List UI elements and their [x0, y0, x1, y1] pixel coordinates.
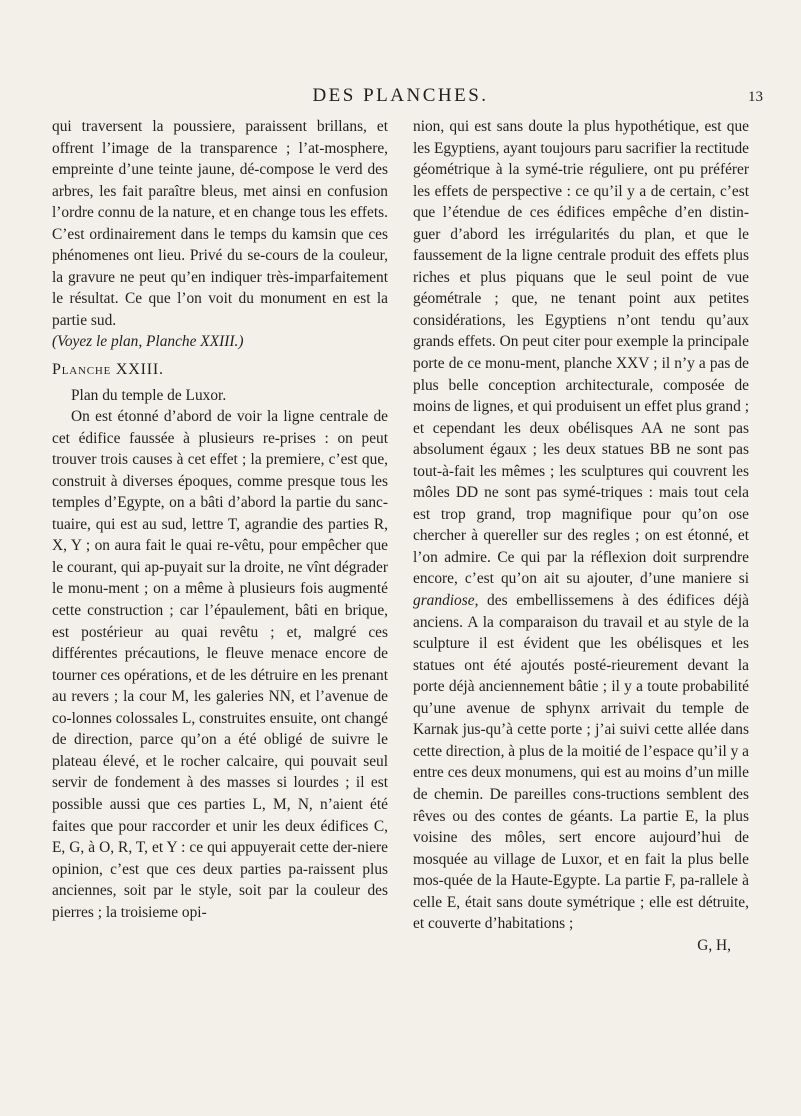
catchword: G, H,: [697, 936, 731, 954]
page-header: [0, 0, 801, 115]
right-column: [413, 116, 749, 956]
emphasis-word: grandiose: [413, 592, 475, 610]
page-number: 13: [748, 89, 763, 105]
right-text-after-emphasis: , des embellissemens à des édifices déjà anciens. A la comparaison du travail et au style de la sculpture il est évident que les obélisques et les statues ont été ajoutés posté-rieurement devant la porte déjà anciennement bâtie ; il y a toute probabilité qu’une avenue de sphynx arrivait du temple de Karnak jus-qu’à cette porte ; j’ai suivi cette allée dans cette direction, à plus de la moitié de l’espace qu’il y a entre ces deux monumens, qui est au moins d’un mille de chemin. De pareilles cons-tructions semblent des rêves ou des contes de géants. La partie E, la plus voisine des môles, sert encore aujourd’hui de mosquée au village de Luxor, et en fait la plus belle mos-quée de la Haute-Egypte. La partie F, pa-rallele à celle E, était sans doute symétrique ; elle est détruite, et couverte d’habitations ;: [413, 592, 749, 933]
left-paragraph-continuation: qui traversent la poussiere, paraissent brillans, et offrent l’image de la transparence ; l’at-mosphere, empreinte d’une teinte jaune, dé-compose le verd des arbres, les fait paraître bleus, met ainsi en confusion l’ordre connu de la nature, et en change tous les effets. C’est ordinairement dans le temps du kamsin que ces phénomenes ont lieu. Privé du se-cours de la couleur, la gravure ne peut qu’en indiquer très-imparfaitement le résultat. Ce que l’on voit du monument en est la partie sud.: [52, 118, 388, 329]
left-paragraph-main: On est étonné d’abord de voir la ligne centrale de cet édifice faussée à plusieurs re-prises : on peut trouver trois causes à cet effet ; la premiere, c’est que, construit à diverses époques, comme presque tous les temples d’Egypte, on a bâti d’abord la partie du sanc-tuaire, qui est au sud, lettre T, agrandie des parties R, X, Y ; on aura fait le quai re-vêtu, pour empêcher que le courant, qui ap-puyait sur la droite, ne vînt dégrader le monu-ment ; on a même à plusieurs fois augmenté cette construction ; car l’épaulement, bâti en brique, est postérieur au quai revêtu ; et, malgré ces différentes précautions, le fleuve menace encore de tourner ces opérations, et de les détruire en les prenant au revers ; la cour M, les galeries NN, et l’avenue de co-lonnes colossales L, construites ensuite, ont changé de direction, parce qu’on a été obligé de suivre le plateau élevé, et le rocher calcaire, qui pouvait seul servir de fondement à des masses si lourdes ; il est possible aussi que ces parties L, M, N, n’aient été faites que pour raccorder et unir les deux édifices C, E, G, à O, R, T, et Y : ce qui appuyerait cette der-niere opinion, c’est que ces deux parties pa-raissent plus anciennes, soit par le style, soit par la couleur des pierres ; la troisieme opi-: [52, 408, 388, 921]
right-paragraph: [413, 116, 749, 935]
right-text-before-emphasis: nion, qui est sans doute la plus hypothétique, est que les Egyptiens, ayant toujours paru sacrifier la rectitude géométrique à la symé-trie réguliere, ont pu préférer les effets de perspective : ce qu’il y a de certain, c’est que l’étendue de ces édifices empêche d’en distin-guer d’abord les irrégularités du plan, et que le faussement de la ligne centrale produit des effets plus riches et plus piquans que le seul point de vue géométrale ; que, ne tenant point aux petites considérations, les Egyptiens n’ont tendu qu’aux grands effets. On peut citer pour exemple la principale porte de ce monu-ment, planche XXV ; il n’y a pas de plus belle conception architecturale, composée de moins de lignes, et qui produisent un effet plus grand ; et cependant les deux obélisques AA ne sont pas absolument égaux ; les deux statues BB ne sont pas tout-à-fait les mêmes ; les sculptures qui couvrent les môles DD ne sont pas symé-triques : mais tout cela est trop grand, trop magnifique pour qu’on ose chercher à quereller sur des regles ; on est étonné, et l’on admire. Ce qui par la réflexion doit surprendre encore, c’est qu’on ait su ajouter, d’une maniere si: [413, 118, 749, 588]
plate-reference: (Voyez le plan, Planche XXIII.): [52, 333, 244, 351]
left-column: [52, 116, 388, 923]
plate-caption: Plan du temple de Luxor.: [71, 386, 227, 404]
running-title: DES PLANCHES.: [312, 85, 489, 106]
section-title: Planche XXIII.: [52, 361, 164, 379]
